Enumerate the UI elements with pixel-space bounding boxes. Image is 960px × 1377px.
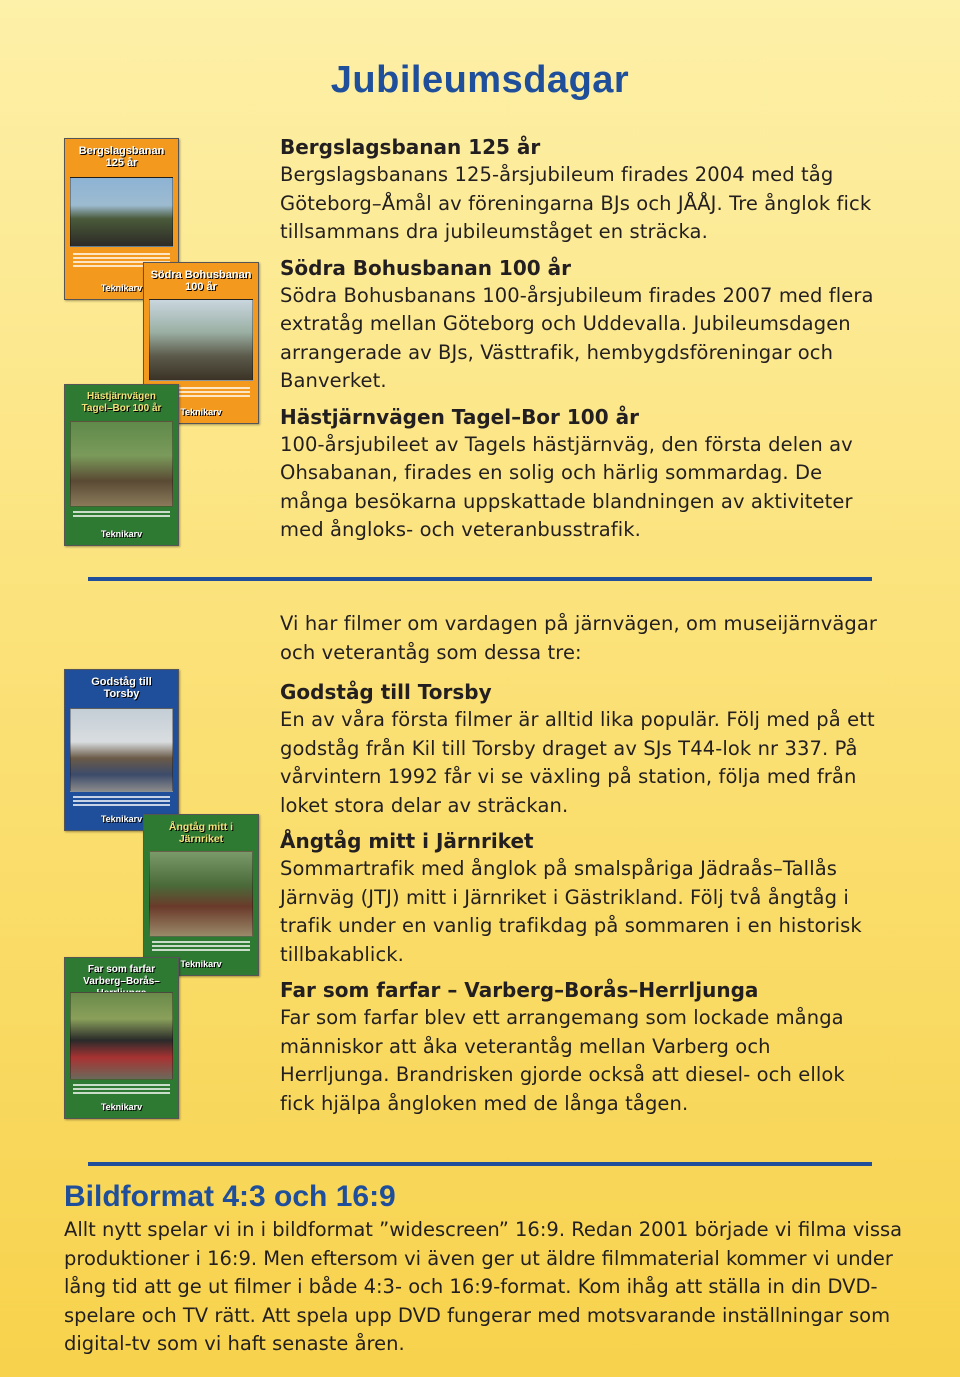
cover-title: Bergslagsbanan 125 år [78,145,165,169]
cover-title: Ångtåg mitt i Järnriket [168,821,234,845]
cover-logo: Teknikarv [100,283,143,293]
article-text: Södra Bohusbanans 100-årsjubileum firades 2007 med flera extratåg mellan Göteborg och Uddevalla. Jubileumsdagen arrangerade av BJs, Västtrafik, hembygdsföreningar och Banverket. [280,283,874,392]
film-angtag [280,827,880,969]
cover-logo: Teknikarv [100,814,143,824]
cover-title: Södra Bohusbanan 100 år [150,269,252,293]
cover-photo [70,708,173,792]
cover-photo [70,177,173,247]
article-heading: Södra Bohusbanan 100 år [280,255,571,280]
film-text: En av våra första filmer är alltid lika populär. Följ med på ett godståg från Kil till Torsby draget av SJs T44-lok nr 337. På vårvintern 1992 får vi se växling på station, följa med från loket stora delar av sträckan. [280,708,875,817]
film-list [280,610,880,1125]
dvd-cover-hastjarnvagen [64,384,179,546]
cover-photo [70,421,173,507]
article-bergslagsbanan [280,133,880,247]
article-hastjarnvagen [280,403,880,545]
format-text: Allt nytt spelar vi in i bildformat ”widescreen” 16:9. Redan 2001 började vi filma vissa produktioner i 16:9. Men eftersom vi även ger ut äldre filmmaterial kommer vi under lång tid att ge ut filmer i både 4:3- och 16:9-format. Kom ihåg att ställa in din DVD-spelare och TV rätt. Att spela upp DVD fungerar med motsvarande inställningar som digital-tv som vi haft senaste åren. [64,1218,903,1355]
article-bohusbanan [280,254,880,396]
film-heading: Godståg till Torsby [280,680,492,704]
article-heading: Bergslagsbanan 125 år [280,135,541,159]
article-heading: Hästjärnvägen Tagel–Bor 100 år [280,404,639,429]
divider [88,1162,872,1166]
film-farsomfarfar [280,976,880,1118]
film-heading: Ångtåg mitt i Järnriket [280,829,534,853]
anniversary-list [280,133,880,552]
article-text: 100-årsjubileet av Tagels hästjärnväg, den första delen av Ohsabanan, firades en solig och härlig sommardag. De många besökarna uppskattade blandningen av aktiviteter med ångloks- och veteranbusstrafik. [280,432,853,541]
film-godstag [280,678,880,820]
cover-photo [70,992,173,1080]
dvd-cover-godstag [64,669,179,831]
film-intro: Vi har filmer om vardagen på järnvägen, om museijärnvägar och veterantåg som dessa tre: [280,612,878,664]
dvd-cover-angtag [143,814,259,976]
format-heading: Bildformat 4:3 och 16:9 [64,1180,396,1213]
cover-title: Godståg till Torsby [91,676,152,700]
dvd-cover-farsomfarfar [64,957,179,1119]
cover-logo: Teknikarv [180,407,222,417]
film-heading: Far som farfar – Varberg–Borås–Herrljunga [280,978,759,1002]
cover-logo: Teknikarv [180,959,222,969]
article-text: Bergslagsbanans 125-årsjubileum firades 2004 med tåg Göteborg–Åmål av föreningarna BJs och JÅÅJ. Tre ånglok fick tillsammans dra jubileumståget en sträcka. [280,163,872,243]
cover-title: Far som farfar Varberg–Borås– [83,964,160,987]
divider [88,577,872,581]
cover-logo: Teknikarv [100,1102,143,1112]
film-text: Far som farfar blev ett arrangemang som lockade många människor att åka veterantåg mellan Varberg och Herrljunga. Brandrisken gjorde också att diesel- och ellok fick hjälpa ångloken med de långa tågen. [280,1006,845,1115]
cover-logo: Teknikarv [100,529,143,539]
cover-photo [149,299,253,381]
film-text: Sommartrafik med ånglok på smalspåriga Jädraås–Tallås Järnväg (JTJ) mitt i Järnriket i Gästrikland. Följ två ångtåg i trafik under en vanlig trafikdag på sommaren i en historisk tillbakablick. [280,857,862,966]
cover-title: Hästjärnvägen Tagel–Bor 100 år [81,391,162,414]
page-title: Jubileumsdagar [330,59,630,102]
cover-photo [149,851,253,937]
